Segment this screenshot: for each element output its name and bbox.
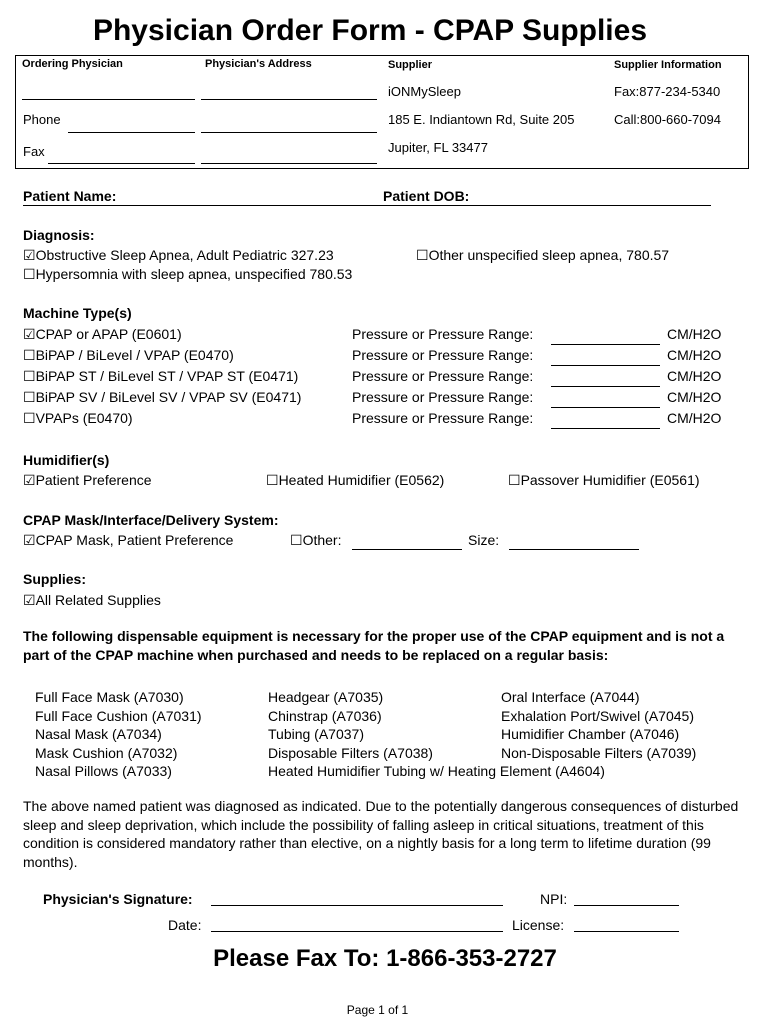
- address-field-2[interactable]: [201, 132, 377, 133]
- equipment-item: Mask Cushion (A7032): [35, 744, 178, 761]
- machine-item[interactable]: ☐BiPAP / BiLevel / VPAP (E0470): [23, 347, 234, 363]
- patient-line[interactable]: [23, 205, 711, 206]
- pressure-unit: CM/H2O: [667, 368, 722, 384]
- phone-label: Phone: [23, 112, 61, 127]
- checkbox-icon: ☐: [23, 368, 36, 384]
- signature-field[interactable]: [211, 905, 503, 906]
- machine-item[interactable]: ☐VPAPs (E0470): [23, 410, 133, 426]
- equipment-item: Nasal Pillows (A7033): [35, 763, 172, 779]
- equipment-col-1: [35, 688, 202, 781]
- checkbox-icon: ☐: [23, 410, 36, 426]
- supplier-street: 185 E. Indiantown Rd, Suite 205: [388, 112, 575, 127]
- equipment-item: Heated Humidifier Tubing w/ Heating Element (A4604): [268, 763, 605, 779]
- mask-heading: CPAP Mask/Interface/Delivery System:: [23, 512, 279, 528]
- equipment-item: Tubing (A7037): [268, 726, 364, 742]
- checked-box-icon: ☑: [23, 247, 36, 263]
- address-field-1[interactable]: [201, 99, 377, 100]
- pressure-label: Pressure or Pressure Range:: [352, 326, 534, 342]
- mask-other[interactable]: ☐Other:: [290, 532, 342, 548]
- equipment-item: Chinstrap (A7036): [268, 707, 382, 724]
- supplies-heading: Supplies:: [23, 571, 87, 587]
- supplies-all[interactable]: ☑All Related Supplies: [23, 592, 161, 608]
- supplier-fax: Fax:877-234-5340: [614, 84, 721, 99]
- diagnosis-heading: Diagnosis:: [23, 227, 95, 243]
- diagnosis-hypersomnia[interactable]: ☐Hypersomnia with sleep apnea, unspecified 780.53: [23, 266, 353, 282]
- supplier-info-label: Supplier Information: [614, 59, 722, 71]
- checkbox-icon: ☐: [290, 532, 303, 548]
- pressure-field[interactable]: [551, 344, 660, 345]
- supplier-call: Call:800-660-7094: [614, 112, 721, 127]
- equipment-item: Full Face Cushion (A7031): [35, 707, 202, 724]
- date-field[interactable]: [211, 931, 503, 932]
- machine-item[interactable]: ☑CPAP or APAP (E0601): [23, 326, 182, 342]
- equipment-item: Nasal Mask (A7034): [35, 726, 162, 742]
- pressure-label: Pressure or Pressure Range:: [352, 389, 534, 405]
- pressure-field[interactable]: [551, 386, 660, 387]
- equipment-item: Humidifier Chamber (A7046): [501, 726, 680, 742]
- statement-text: The above named patient was diagnosed as indicated. Due to the potentially dangerous consequences of disturbed sleep and sleep deprivation, which include the possibility of falling asleep in critical situations, treatment of this condition is considered mandatory rather than elective, on a nightly basis for a long term to lifetime duration (99 months).: [23, 798, 739, 870]
- mask-size-label: Size:: [468, 532, 500, 548]
- supplier-city: Jupiter, FL 33477: [388, 140, 488, 155]
- pressure-label: Pressure or Pressure Range:: [352, 368, 534, 384]
- checkbox-icon: ☐: [266, 472, 279, 488]
- pressure-field[interactable]: [551, 407, 660, 408]
- fax-to-heading: Please Fax To: 1-866-353-2727: [213, 945, 557, 972]
- fax-field[interactable]: [48, 163, 195, 164]
- page-title: Physician Order Form - CPAP Supplies: [92, 14, 648, 47]
- humidifier-heated[interactable]: ☐Heated Humidifier (E0562): [266, 472, 445, 488]
- checkbox-icon: ☐: [23, 389, 36, 405]
- pressure-unit: CM/H2O: [667, 410, 722, 426]
- checked-box-icon: ☑: [23, 592, 36, 608]
- pressure-unit: CM/H2O: [667, 326, 722, 342]
- diagnosis-osa[interactable]: ☑Obstructive Sleep Apnea, Adult Pediatric 327.23: [23, 247, 334, 263]
- pressure-unit: CM/H2O: [667, 347, 722, 363]
- dispensable-text: The following dispensable equipment is necessary for the proper use of the CPAP equipment and is not a part of the CPAP machine when purchased and needs to be replaced on a regular basis:: [23, 628, 725, 663]
- equipment-item: Exhalation Port/Swivel (A7045): [501, 707, 694, 724]
- humidifier-passover[interactable]: ☐Passover Humidifier (E0561): [508, 472, 700, 488]
- pressure-unit: CM/H2O: [667, 389, 722, 405]
- mask-other-field[interactable]: [352, 549, 462, 550]
- checked-box-icon: ☑: [23, 532, 36, 548]
- ordering-physician-label: Ordering Physician: [22, 58, 123, 70]
- diagnosis-other[interactable]: ☐Other unspecified sleep apnea, 780.57: [416, 247, 670, 263]
- checkbox-icon: ☐: [508, 472, 521, 488]
- checkbox-icon: ☐: [416, 247, 429, 263]
- checked-box-icon: ☑: [23, 326, 36, 342]
- pressure-label: Pressure or Pressure Range:: [352, 410, 534, 426]
- mask-size-field[interactable]: [509, 549, 639, 550]
- pressure-field[interactable]: [551, 428, 660, 429]
- checkbox-icon: ☐: [23, 266, 36, 282]
- equipment-item: Full Face Mask (A7030): [35, 689, 184, 705]
- machine-item[interactable]: ☐BiPAP ST / BiLevel ST / VPAP ST (E0471): [23, 368, 299, 384]
- humidifier-heading: Humidifier(s): [23, 452, 110, 468]
- pressure-field[interactable]: [551, 365, 660, 366]
- supplier-name: iONMySleep: [388, 84, 461, 99]
- machine-heading: Machine Type(s): [23, 305, 132, 321]
- machine-item[interactable]: ☐BiPAP SV / BiLevel SV / VPAP SV (E0471): [23, 389, 302, 405]
- page-number: Page 1 of 1: [346, 1003, 409, 1017]
- phone-field[interactable]: [68, 132, 195, 133]
- equipment-col-3: [501, 688, 696, 762]
- pressure-label: Pressure or Pressure Range:: [352, 347, 534, 363]
- equipment-item: Non-Disposable Filters (A7039): [501, 744, 697, 761]
- physician-address-label: Physician's Address: [205, 58, 312, 70]
- equipment-item: Oral Interface (A7044): [501, 689, 640, 705]
- patient-dob-label: Patient DOB:: [383, 188, 470, 204]
- equipment-item: Disposable Filters (A7038): [268, 744, 433, 761]
- humidifier-patient-pref[interactable]: ☑Patient Preference: [23, 472, 152, 488]
- patient-name-label: Patient Name:: [23, 188, 117, 204]
- signature-label: Physician's Signature:: [43, 891, 193, 907]
- supplier-label: Supplier: [388, 59, 433, 71]
- npi-field[interactable]: [574, 905, 679, 906]
- equipment-item: Headgear (A7035): [268, 689, 384, 705]
- checked-box-icon: ☑: [23, 472, 36, 488]
- date-label: Date:: [168, 917, 202, 933]
- fax-label: Fax: [23, 144, 45, 159]
- license-field[interactable]: [574, 931, 679, 932]
- address-field-3[interactable]: [201, 163, 377, 164]
- mask-patient-pref[interactable]: ☑CPAP Mask, Patient Preference: [23, 532, 234, 548]
- npi-label: NPI:: [540, 891, 568, 907]
- ordering-physician-field[interactable]: [22, 99, 195, 100]
- checkbox-icon: ☐: [23, 347, 36, 363]
- license-label: License:: [512, 917, 565, 933]
